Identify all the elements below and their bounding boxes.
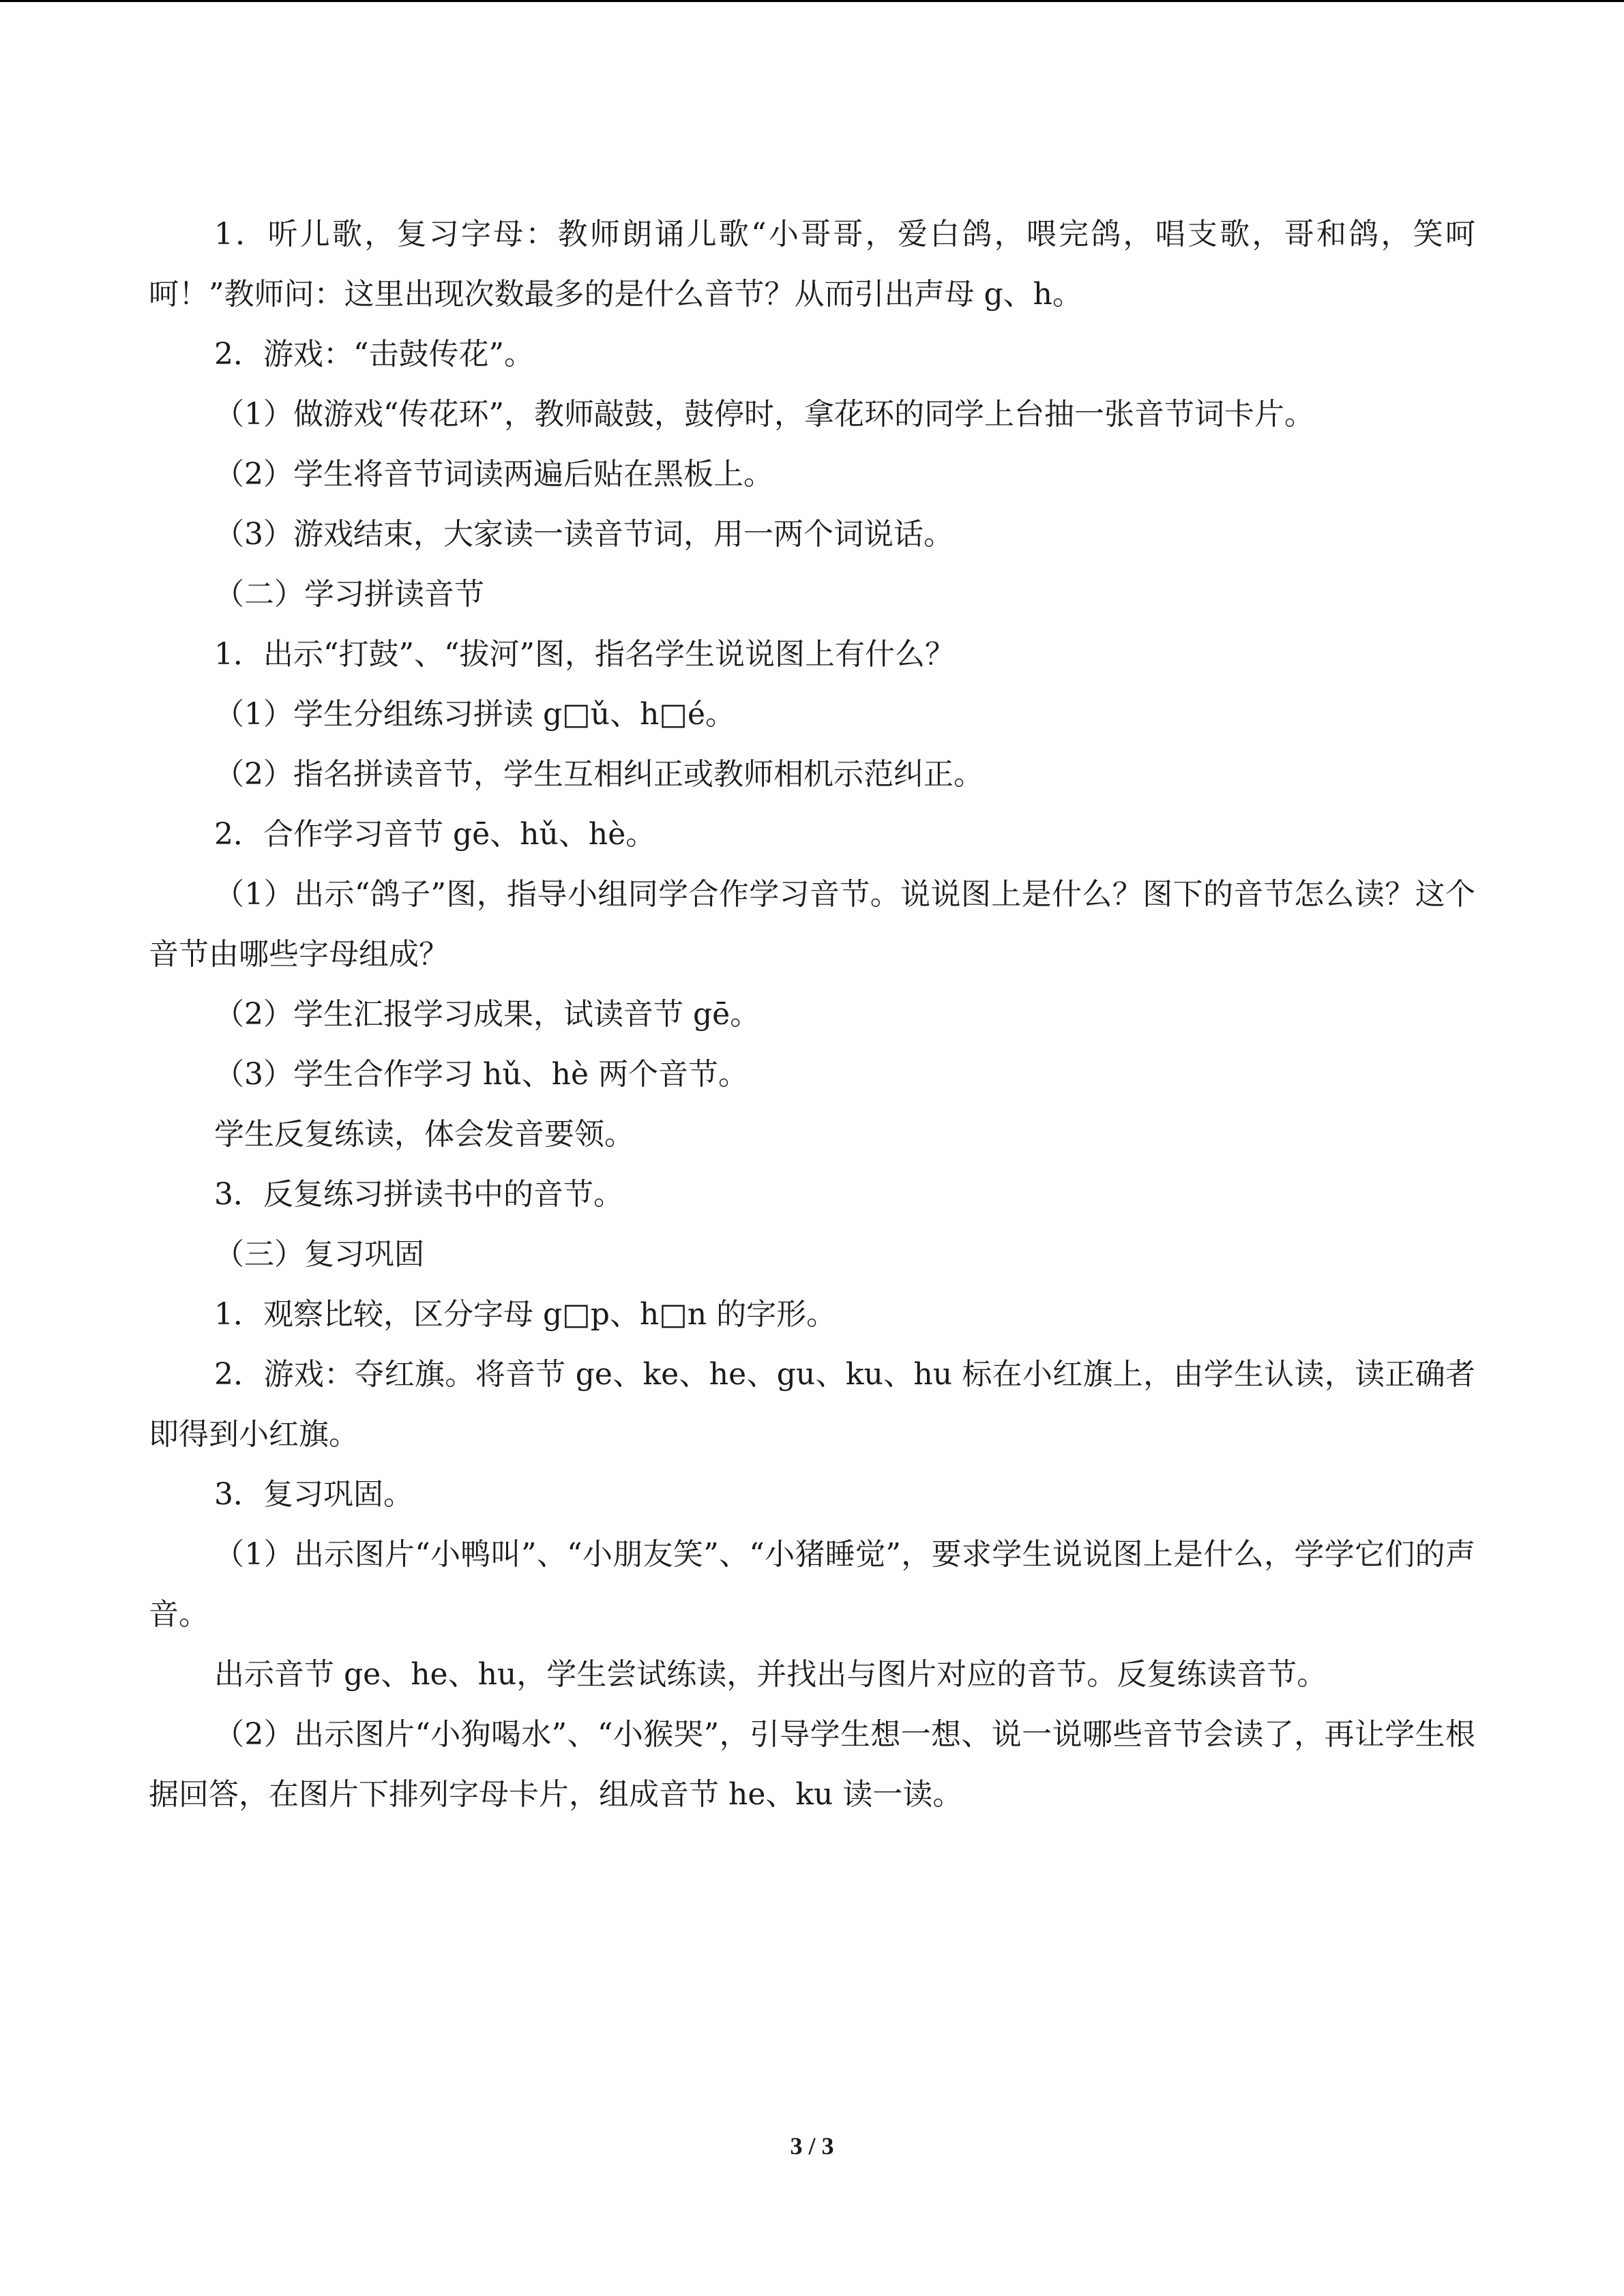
paragraph-game-step-2: （2）学生将音节词读两遍后贴在黑板上。 xyxy=(214,457,773,492)
paragraph-dog-monkey-pictures: （2）出示图片“小狗喝水”、“小猴哭”，引导学生想一想、说一说哪些音节会读了，再让学生根据回答，在图片下排列字母卡片，组成音节 he、ku 读一读。 xyxy=(149,1717,1475,1812)
paragraph-report-results: （2）学生汇报学习成果，试读音节 gē。 xyxy=(214,997,761,1032)
paragraph-cooperative-learning: 2．合作学习音节 gē、hǔ、hè。 xyxy=(214,817,656,852)
paragraph-listen-song: 1．听儿歌，复习字母：教师朗诵儿歌“小哥哥，爱白鸽，喂完鸽，唱支歌，哥和鸽，笑呵呵！”教师问：这里出现次数最多的是什么音节？从而引出声母 g、h。 xyxy=(149,217,1475,312)
paragraph-review-heading: 3．复习巩固。 xyxy=(214,1477,413,1512)
paragraph-correct-each-other: （2）指名拼读音节，学生互相纠正或教师相机示范纠正。 xyxy=(214,757,984,792)
paragraph-show-animal-pictures: （1）出示图片“小鸭叫”、“小朋友笑”、“小猪睡觉”，要求学生说说图上是什么，学学它们的声音。 xyxy=(149,1537,1475,1632)
top-border-line xyxy=(0,0,1624,2)
paragraph-show-syllables: 出示音节 ge、he、hu，学生尝试练读，并找出与图片对应的音节。反复练读音节。 xyxy=(214,1657,1327,1692)
paragraph-show-pictures: 1．出示“打鼓”、“拔河”图，指名学生说说图上有什么？ xyxy=(214,637,955,672)
paragraph-pigeon-picture: （1）出示“鸽子”图，指导小组同学合作学习音节。说说图上是什么？图下的音节怎么读？这个音节由哪些字母组成？ xyxy=(149,877,1475,972)
paragraph-learn-hu-he: （3）学生合作学习 hǔ、hè 两个音节。 xyxy=(214,1057,749,1092)
paragraph-group-practice: （1）学生分组练习拼读 g□ǔ、h□é。 xyxy=(214,697,736,732)
section-heading-review: （三）复习巩固 xyxy=(214,1237,424,1272)
page-number: 3 / 3 xyxy=(790,2132,834,2160)
paragraph-compare-letters: 1．观察比较，区分字母 g□p、h□n 的字形。 xyxy=(214,1297,837,1332)
paragraph-game-title: 2．游戏：“击鼓传花”。 xyxy=(214,337,534,372)
paragraph-game-step-1: （1）做游戏“传花环”，教师敲鼓，鼓停时，拿花环的同学上台抽一张音节词卡片。 xyxy=(214,397,1314,432)
paragraph-repeat-practice: 学生反复练读，体会发音要领。 xyxy=(214,1117,634,1152)
paragraph-game-step-3: （3）游戏结束，大家读一读音节词，用一两个词说话。 xyxy=(214,517,954,552)
paragraph-practice-book-syllables: 3．反复练习拼读书中的音节。 xyxy=(214,1177,623,1212)
document-body xyxy=(149,205,1475,1825)
paragraph-red-flag-game: 2．游戏：夺红旗。将音节 ge、ke、he、gu、ku、hu 标在小红旗上，由学生认读，读正确者即得到小红旗。 xyxy=(149,1357,1475,1452)
section-heading-learn-syllables: （二）学习拼读音节 xyxy=(214,577,484,612)
